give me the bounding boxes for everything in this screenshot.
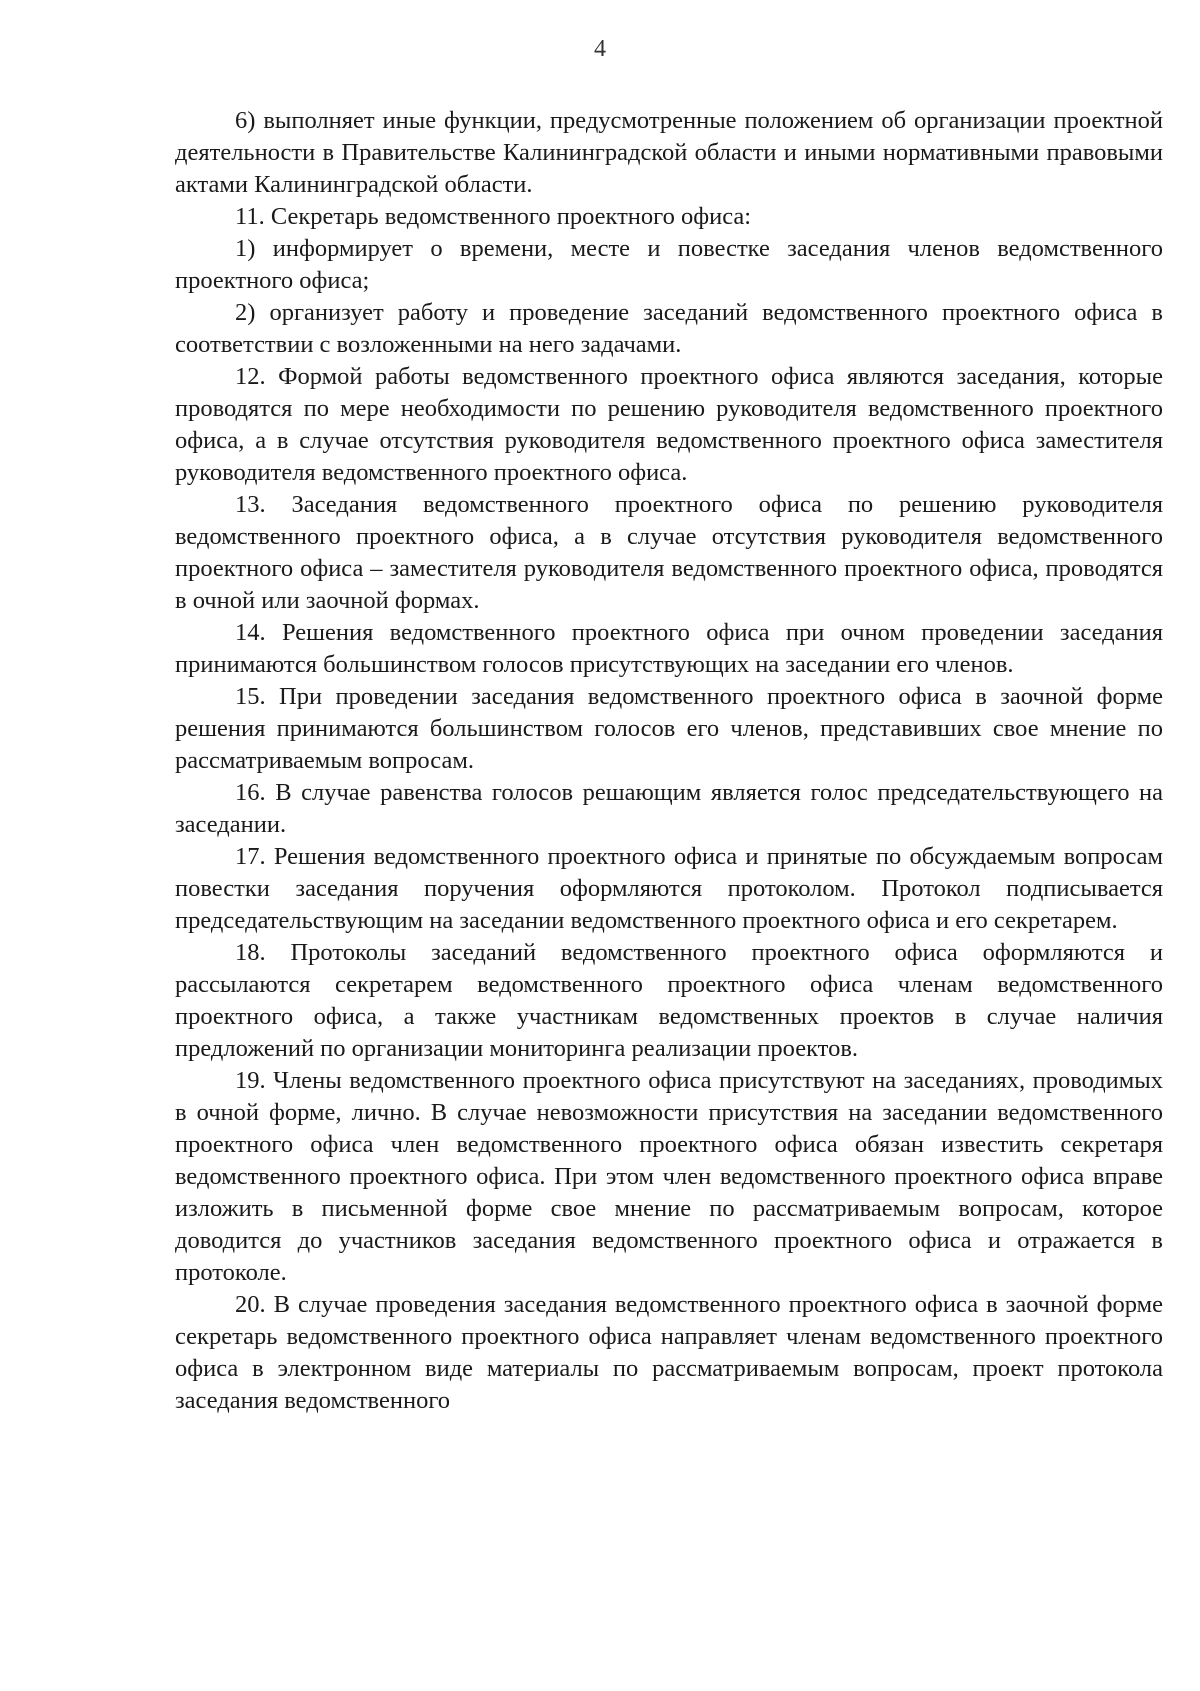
paragraph-11-item-2: 2) организует работу и проведение заседаний ведомственного проектного офиса в соответствии с возложенными на него задачами.	[175, 299, 1163, 358]
paragraph-11: 11. Секретарь ведомственного проектного офиса:	[235, 203, 752, 230]
paragraph-11-item-1: 1) информирует о времени, месте и повестке заседания членов ведомственного проектного офиса;	[175, 235, 1163, 294]
paragraph-12: 12. Формой работы ведомственного проектного офиса являются заседания, которые проводятся по мере необходимости по решению руководителя ведомственного проектного офиса, а в случае отсутствия руководителя ведомственного проектного офиса заместителя руководителя ведомственного проектного офиса.	[175, 363, 1163, 486]
paragraph-16: 16. В случае равенства голосов решающим является голос председательствующего на заседании.	[175, 779, 1163, 838]
paragraph-item-6: 6) выполняет иные функции, предусмотренные положением об организации проектной деятельности в Правительстве Калининградской области и иными нормативными правовыми актами Калининградской области.	[175, 107, 1163, 198]
paragraph-19: 19. Члены ведомственного проектного офиса присутствуют на заседаниях, проводимых в очной форме, лично. В случае невозможности присутствия на заседании ведомственного проектного офиса член ведомственного проектного офиса обязан известить секретаря ведомственного проектного офиса. При этом член ведомственного проектного офиса вправе изложить в письменной форме свое мнение по рассматриваемым вопросам, которое доводится до участников заседания ведомственного проектного офиса и отражается в протоколе.	[175, 1067, 1163, 1286]
paragraph-20: 20. В случае проведения заседания ведомственного проектного офиса в заочной форме секретарь ведомственного проектного офиса направляет членам ведомственного проектного офиса в электронном виде материалы по рассматриваемым вопросам, проект протокола заседания ведомственного	[175, 1291, 1163, 1414]
page-number: 4	[594, 36, 606, 62]
paragraph-18: 18. Протоколы заседаний ведомственного проектного офиса оформляются и рассылаются секретарем ведомственного проектного офиса членам ведомственного проектного офиса, а также участникам ведомственных проектов в случае наличия предложений по организации мониторинга реализации проектов.	[175, 939, 1163, 1062]
paragraph-15: 15. При проведении заседания ведомственного проектного офиса в заочной форме решения принимаются большинством голосов его членов, представивших свое мнение по рассматриваемым вопросам.	[175, 683, 1163, 774]
document-body	[175, 105, 1163, 1417]
paragraph-17: 17. Решения ведомственного проектного офиса и принятые по обсуждаемым вопросам повестки заседания поручения оформляются протоколом. Протокол подписывается председательствующим на заседании ведомственного проектного офиса и его секретарем.	[175, 843, 1163, 934]
paragraph-14: 14. Решения ведомственного проектного офиса при очном проведении заседания принимаются большинством голосов присутствующих на заседании его членов.	[175, 619, 1163, 678]
paragraph-13: 13. Заседания ведомственного проектного офиса по решению руководителя ведомственного проектного офиса, а в случае отсутствия руководителя ведомственного проектного офиса – заместителя руководителя ведомственного проектного офиса, проводятся в очной или заочной формах.	[175, 491, 1163, 614]
